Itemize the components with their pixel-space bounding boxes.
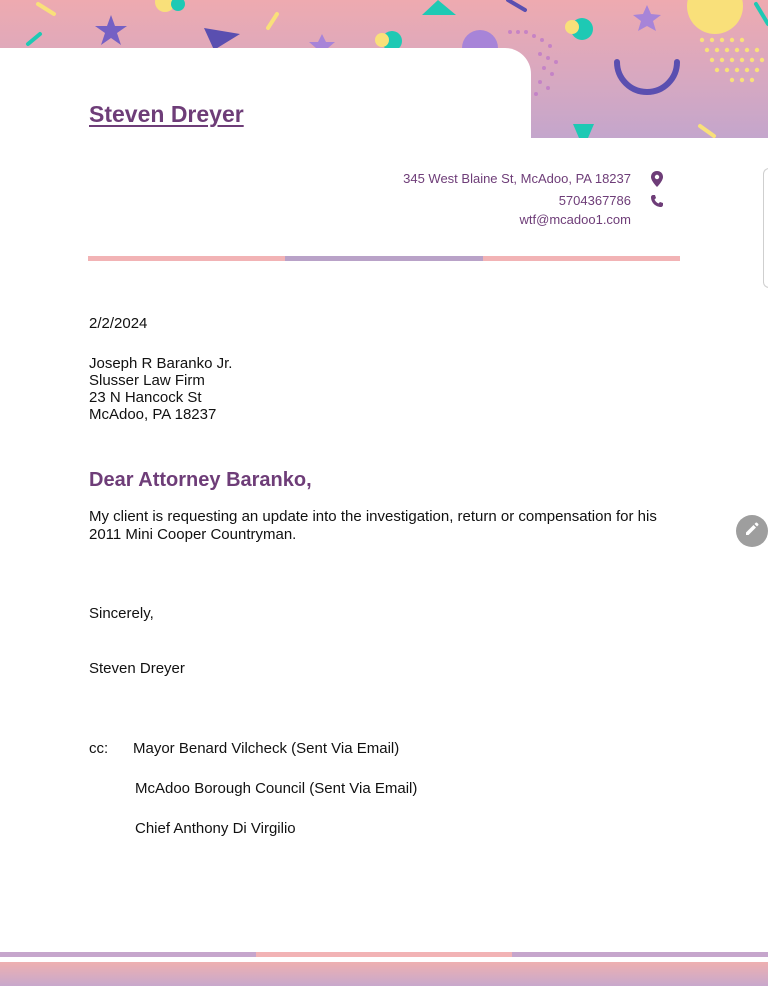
header-content-area — [0, 48, 531, 168]
recipient-firm: Slusser Law Firm — [89, 372, 205, 389]
sender-email: wtf@mcadoo1.com — [519, 212, 631, 227]
salutation: Dear Attorney Baranko, — [89, 469, 312, 491]
location-pin-icon — [650, 171, 664, 192]
phone-icon — [650, 194, 664, 213]
edit-button[interactable] — [736, 515, 768, 547]
cc-recipient: Chief Anthony Di Virgilio — [135, 820, 296, 837]
letter-body: My client is requesting an update into the investigation, return or compensation for his 2011 Mini Cooper Countryman. — [89, 508, 657, 543]
footer-decoration — [0, 962, 768, 986]
footer-divider — [0, 952, 768, 957]
recipient-street: 23 N Hancock St — [89, 389, 202, 406]
recipient-address-block — [89, 355, 232, 423]
letter-date: 2/2/2024 — [89, 315, 148, 332]
cc-recipient: McAdoo Borough Council (Sent Via Email) — [135, 780, 418, 797]
recipient-city: McAdoo, PA 18237 — [89, 406, 217, 423]
side-panel-tab[interactable] — [763, 168, 768, 288]
cc-recipient: Mayor Benard Vilcheck (Sent Via Email) — [133, 740, 400, 757]
sender-phone: 5704367786 — [558, 193, 631, 208]
sender-address: 345 West Blaine St, McAdoo, PA 18237 — [403, 171, 631, 186]
cc-label: cc: — [89, 740, 109, 757]
sender-name: Steven Dreyer — [89, 101, 244, 127]
signature-name: Steven Dreyer — [89, 660, 185, 677]
recipient-name: Joseph R Baranko Jr. — [89, 355, 233, 372]
pencil-icon — [744, 521, 760, 542]
closing: Sincerely, — [89, 605, 154, 622]
header-divider — [88, 256, 680, 261]
